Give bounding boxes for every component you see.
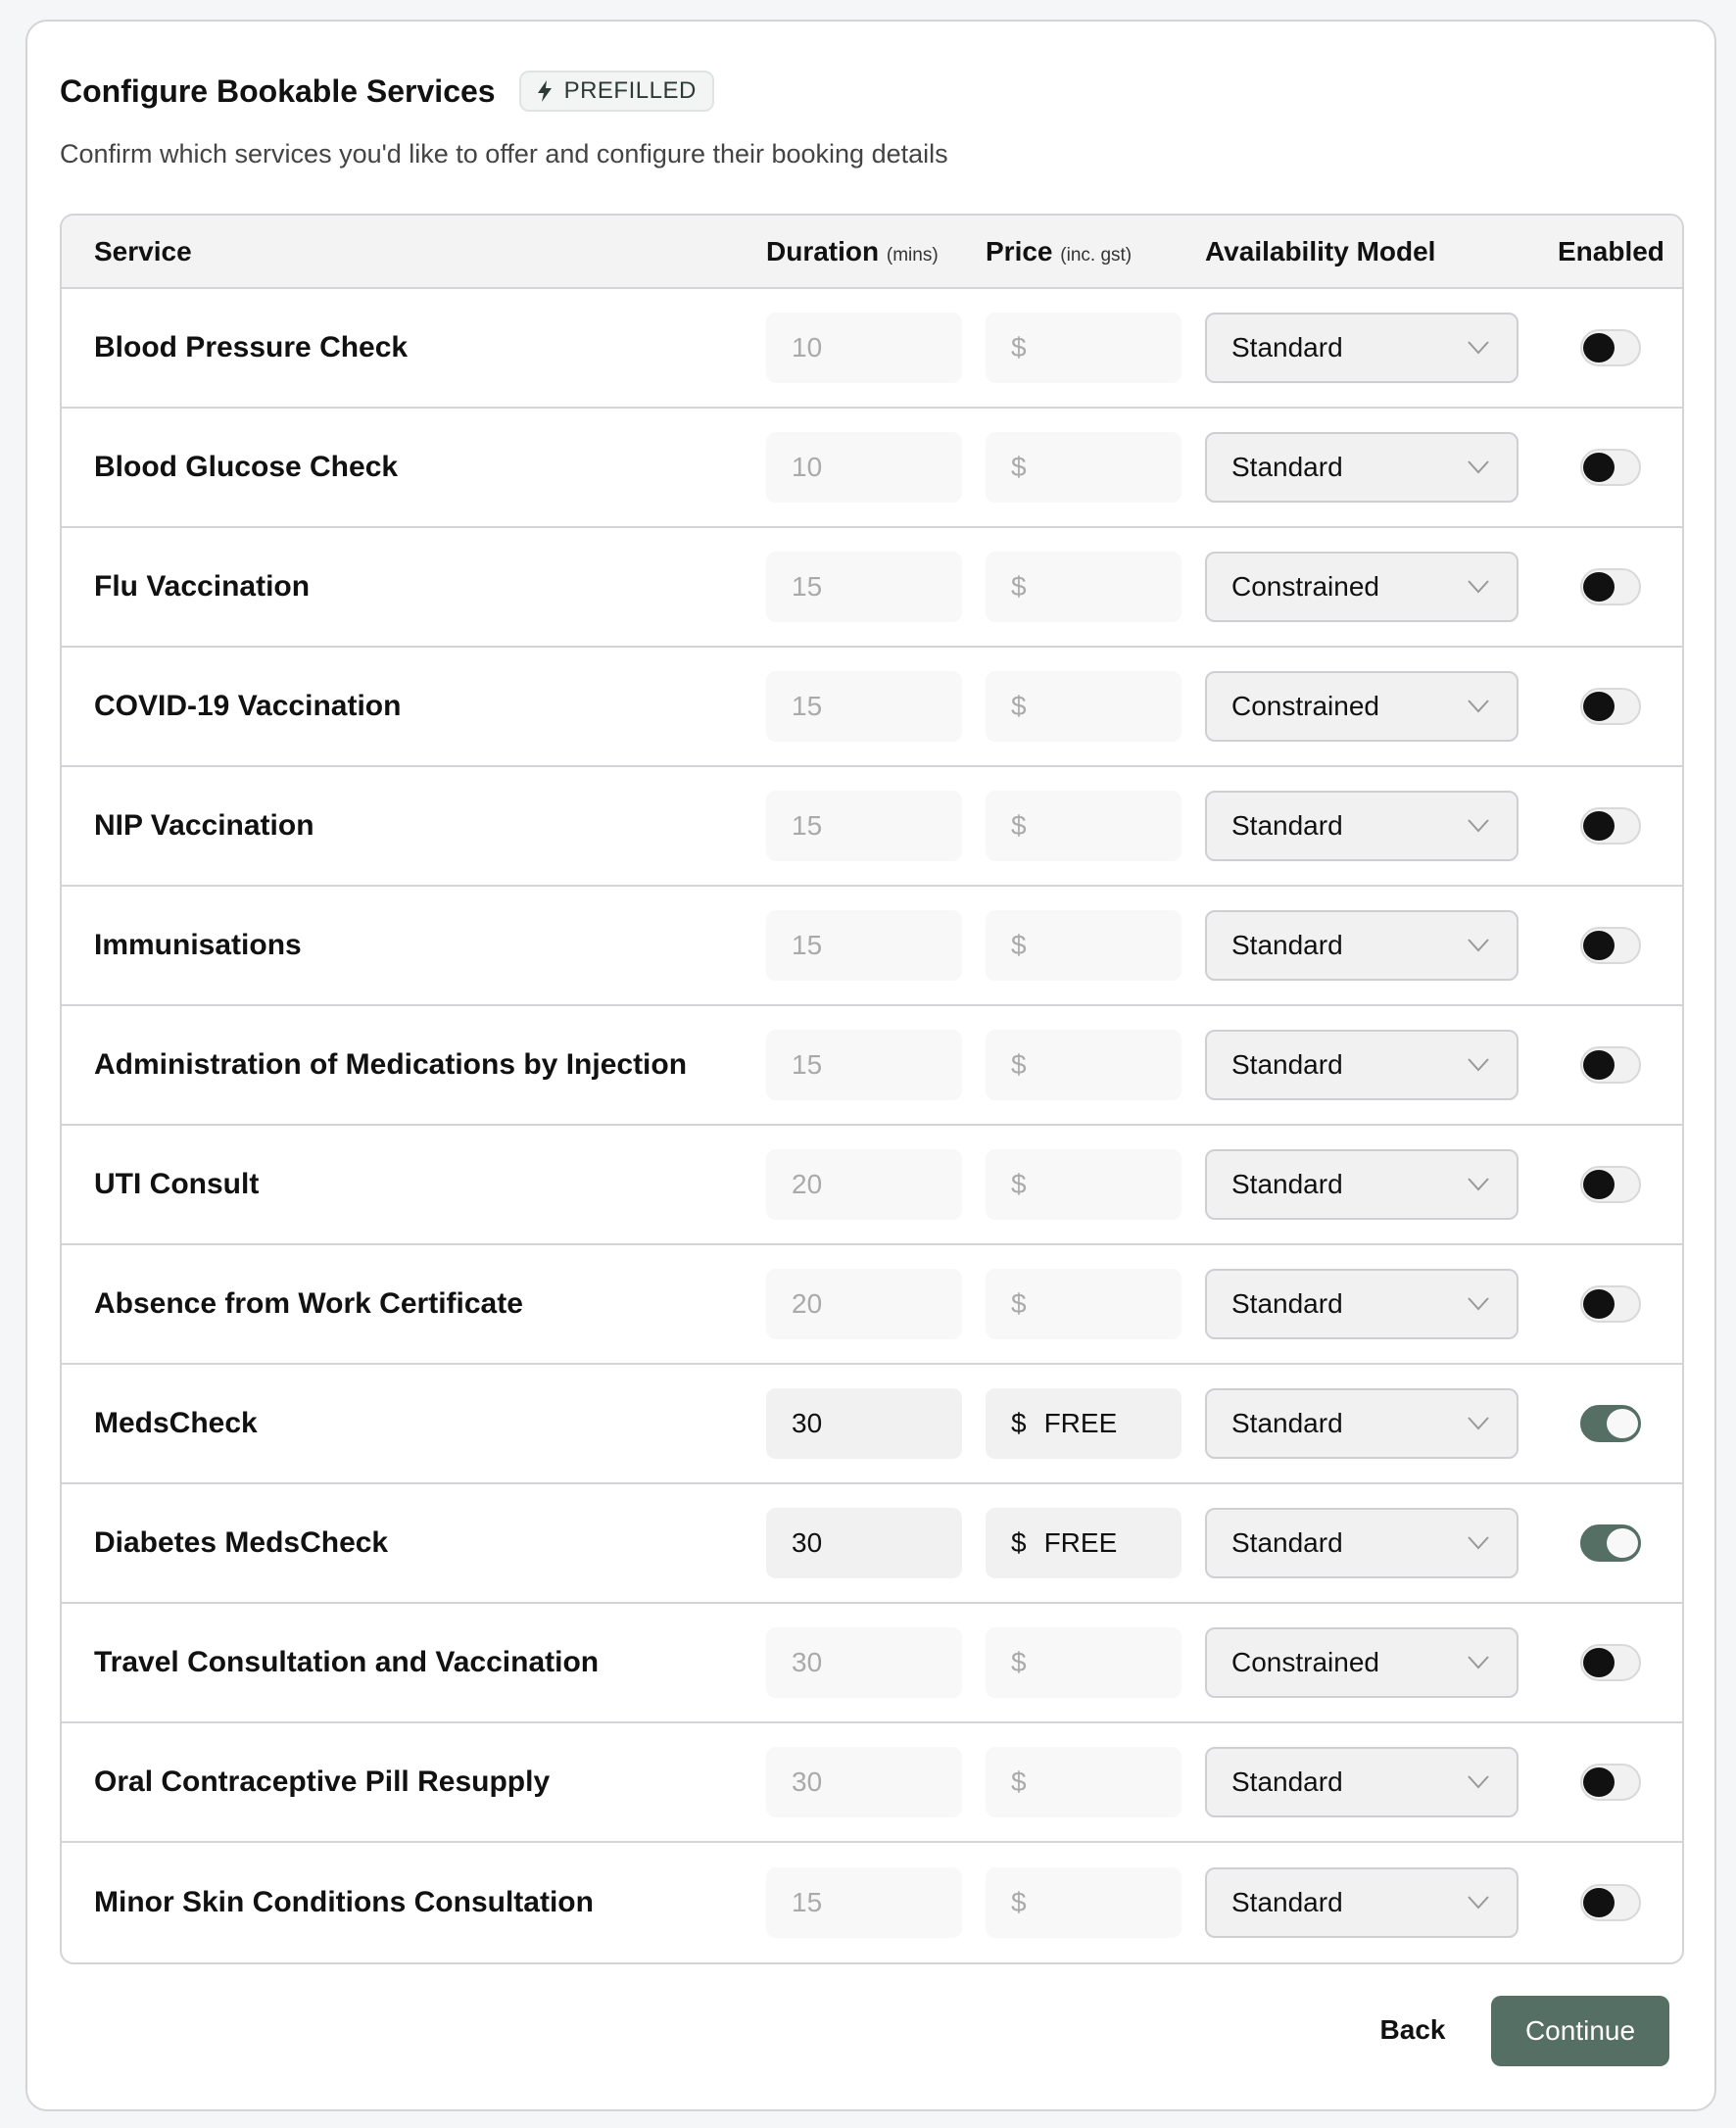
availability-value: Standard bbox=[1231, 1887, 1343, 1917]
duration-input[interactable] bbox=[766, 432, 962, 503]
price-input[interactable] bbox=[986, 1388, 1181, 1459]
availability-value: Standard bbox=[1231, 1766, 1343, 1797]
currency-symbol: $ bbox=[1011, 1049, 1027, 1080]
availability-select[interactable] bbox=[1205, 1747, 1519, 1817]
column-header-availability: Availability Model bbox=[1205, 235, 1436, 266]
prefilled-badge bbox=[519, 71, 714, 112]
page-title: Configure Bookable Services bbox=[60, 73, 496, 109]
chevron-down-icon bbox=[1468, 1536, 1489, 1550]
enabled-toggle[interactable] bbox=[1580, 449, 1641, 486]
currency-symbol: $ bbox=[1011, 452, 1027, 482]
column-header-price bbox=[986, 236, 1132, 267]
table-row bbox=[62, 409, 1682, 528]
duration-input[interactable] bbox=[766, 910, 962, 981]
column-header-service: Service bbox=[94, 235, 192, 266]
duration-input[interactable] bbox=[766, 791, 962, 861]
toggle-knob bbox=[1583, 692, 1615, 721]
enabled-toggle[interactable] bbox=[1580, 688, 1641, 725]
availability-select[interactable] bbox=[1205, 1388, 1519, 1459]
service-name: COVID-19 Vaccination bbox=[94, 690, 402, 722]
toggle-knob bbox=[1583, 453, 1615, 482]
availability-select[interactable] bbox=[1205, 1508, 1519, 1578]
price-input[interactable] bbox=[986, 313, 1181, 383]
enabled-toggle[interactable] bbox=[1580, 1046, 1641, 1084]
service-name: Flu Vaccination bbox=[94, 570, 311, 603]
chevron-down-icon bbox=[1468, 1178, 1489, 1191]
chevron-down-icon bbox=[1468, 700, 1489, 713]
availability-value: Constrained bbox=[1231, 1647, 1379, 1677]
currency-symbol: $ bbox=[1011, 930, 1027, 960]
price-input[interactable] bbox=[986, 791, 1181, 861]
toggle-knob bbox=[1583, 572, 1615, 602]
services-table bbox=[60, 214, 1684, 1964]
service-name: Minor Skin Conditions Consultation bbox=[94, 1886, 594, 1918]
toggle-knob bbox=[1583, 1170, 1615, 1199]
enabled-toggle[interactable] bbox=[1580, 1405, 1641, 1442]
table-row bbox=[62, 1723, 1682, 1843]
availability-value: Standard bbox=[1231, 1049, 1343, 1080]
enabled-toggle[interactable] bbox=[1580, 329, 1641, 366]
duration-input[interactable] bbox=[766, 313, 962, 383]
duration-label: Duration bbox=[766, 235, 880, 266]
currency-symbol: $ bbox=[1011, 1288, 1027, 1319]
duration-input[interactable] bbox=[766, 1030, 962, 1100]
toggle-knob bbox=[1607, 1409, 1638, 1438]
price-input[interactable] bbox=[986, 1867, 1181, 1938]
service-name: Travel Consultation and Vaccination bbox=[94, 1646, 600, 1678]
table-row bbox=[62, 289, 1682, 409]
duration-value: 15 bbox=[792, 1049, 823, 1080]
duration-input[interactable] bbox=[766, 552, 962, 622]
toggle-knob bbox=[1583, 333, 1615, 363]
toggle-knob bbox=[1583, 931, 1615, 960]
table-row bbox=[62, 648, 1682, 767]
duration-input[interactable] bbox=[766, 1627, 962, 1698]
table-row bbox=[62, 1126, 1682, 1245]
toggle-knob bbox=[1583, 811, 1615, 841]
currency-symbol: $ bbox=[1011, 332, 1027, 363]
availability-value: Standard bbox=[1231, 332, 1343, 363]
toggle-knob bbox=[1583, 1888, 1615, 1917]
price-unit: (inc. gst) bbox=[1060, 244, 1133, 266]
table-row bbox=[62, 1604, 1682, 1723]
service-name: Diabetes MedsCheck bbox=[94, 1526, 389, 1559]
duration-input[interactable] bbox=[766, 671, 962, 742]
currency-symbol: $ bbox=[1011, 1169, 1027, 1199]
availability-select[interactable] bbox=[1205, 1269, 1519, 1339]
availability-value: Standard bbox=[1231, 1169, 1343, 1199]
currency-symbol: $ bbox=[1011, 810, 1027, 841]
duration-value: 20 bbox=[792, 1288, 823, 1319]
toggle-knob bbox=[1583, 1767, 1615, 1797]
duration-input[interactable] bbox=[766, 1747, 962, 1817]
duration-value: 15 bbox=[792, 571, 823, 602]
column-header-duration bbox=[766, 236, 939, 267]
chevron-down-icon bbox=[1468, 1297, 1489, 1311]
duration-value: 30 bbox=[792, 1766, 823, 1797]
price-input[interactable] bbox=[986, 1269, 1181, 1339]
chevron-down-icon bbox=[1468, 341, 1489, 355]
column-header-enabled: Enabled bbox=[1558, 235, 1664, 266]
availability-value: Standard bbox=[1231, 1408, 1343, 1438]
price-input[interactable] bbox=[986, 910, 1181, 981]
chevron-down-icon bbox=[1468, 819, 1489, 833]
toggle-knob bbox=[1607, 1528, 1638, 1558]
service-name: Absence from Work Certificate bbox=[94, 1287, 523, 1320]
availability-value: Standard bbox=[1231, 452, 1343, 482]
duration-value: 15 bbox=[792, 1887, 823, 1917]
table-row bbox=[62, 767, 1682, 887]
enabled-toggle[interactable] bbox=[1580, 807, 1641, 845]
enabled-toggle[interactable] bbox=[1580, 1884, 1641, 1921]
enabled-toggle[interactable] bbox=[1580, 1644, 1641, 1681]
duration-input[interactable] bbox=[766, 1388, 962, 1459]
chevron-down-icon bbox=[1468, 1896, 1489, 1910]
price-value: FREE bbox=[1043, 1527, 1118, 1558]
toggle-knob bbox=[1583, 1648, 1615, 1677]
service-name: MedsCheck bbox=[94, 1407, 258, 1439]
lightning-icon bbox=[537, 80, 553, 102]
price-input[interactable] bbox=[986, 1627, 1181, 1698]
duration-value: 10 bbox=[792, 452, 823, 482]
duration-value: 30 bbox=[792, 1647, 823, 1677]
duration-value: 10 bbox=[792, 332, 823, 363]
duration-input[interactable] bbox=[766, 1508, 962, 1578]
table-row bbox=[62, 1245, 1682, 1365]
service-name: Blood Pressure Check bbox=[94, 331, 409, 363]
badge-label: PREFILLED bbox=[563, 77, 697, 104]
table-row bbox=[62, 887, 1682, 1006]
availability-value: Standard bbox=[1231, 1527, 1343, 1558]
service-name: Immunisations bbox=[94, 929, 302, 961]
price-value: FREE bbox=[1043, 1408, 1118, 1438]
availability-select[interactable] bbox=[1205, 910, 1519, 981]
price-input[interactable] bbox=[986, 1747, 1181, 1817]
duration-unit: (mins) bbox=[886, 244, 939, 266]
service-name: Blood Glucose Check bbox=[94, 451, 399, 483]
table-header bbox=[62, 216, 1682, 289]
service-name: Administration of Medications by Injection bbox=[94, 1048, 688, 1081]
availability-select[interactable] bbox=[1205, 1149, 1519, 1220]
currency-symbol: $ bbox=[1011, 1647, 1027, 1677]
toggle-knob bbox=[1583, 1050, 1615, 1080]
price-input[interactable] bbox=[986, 552, 1181, 622]
currency-symbol: $ bbox=[1011, 571, 1027, 602]
duration-input[interactable] bbox=[766, 1269, 962, 1339]
chevron-down-icon bbox=[1468, 580, 1489, 594]
service-name: NIP Vaccination bbox=[94, 809, 314, 842]
price-input[interactable] bbox=[986, 1508, 1181, 1578]
availability-select[interactable] bbox=[1205, 1867, 1519, 1938]
currency-symbol: $ bbox=[1011, 1766, 1027, 1797]
duration-value: 15 bbox=[792, 810, 823, 841]
duration-input[interactable] bbox=[766, 1149, 962, 1220]
service-name: Oral Contraceptive Pill Resupply bbox=[94, 1765, 551, 1798]
table-row bbox=[62, 1843, 1682, 1962]
chevron-down-icon bbox=[1468, 939, 1489, 952]
table-row bbox=[62, 1006, 1682, 1126]
price-input[interactable] bbox=[986, 1149, 1181, 1220]
duration-value: 15 bbox=[792, 930, 823, 960]
price-input[interactable] bbox=[986, 1030, 1181, 1100]
duration-value: 30 bbox=[792, 1527, 823, 1558]
availability-value: Constrained bbox=[1231, 571, 1379, 602]
enabled-toggle[interactable] bbox=[1580, 1285, 1641, 1323]
availability-select[interactable] bbox=[1205, 1030, 1519, 1100]
currency-symbol: $ bbox=[1011, 1887, 1027, 1917]
page-subtitle: Confirm which services you'd like to offer and configure their booking details bbox=[60, 139, 948, 169]
availability-value: Standard bbox=[1231, 810, 1343, 841]
chevron-down-icon bbox=[1468, 1656, 1489, 1669]
price-input[interactable] bbox=[986, 432, 1181, 503]
duration-value: 20 bbox=[792, 1169, 823, 1199]
chevron-down-icon bbox=[1468, 1775, 1489, 1789]
currency-symbol: $ bbox=[1011, 691, 1027, 721]
table-row bbox=[62, 528, 1682, 648]
availability-select[interactable] bbox=[1205, 671, 1519, 742]
duration-value: 15 bbox=[792, 691, 823, 721]
duration-value: 30 bbox=[792, 1408, 823, 1438]
enabled-toggle[interactable] bbox=[1580, 568, 1641, 605]
availability-select[interactable] bbox=[1205, 1627, 1519, 1698]
currency-symbol: $ bbox=[1011, 1527, 1027, 1558]
configure-services-card bbox=[25, 20, 1716, 2111]
availability-select[interactable] bbox=[1205, 313, 1519, 383]
back-button[interactable]: Back bbox=[1379, 2014, 1446, 2045]
price-label: Price bbox=[986, 235, 1053, 266]
availability-value: Standard bbox=[1231, 1288, 1343, 1319]
toggle-knob bbox=[1583, 1289, 1615, 1319]
enabled-toggle[interactable] bbox=[1580, 1764, 1641, 1801]
chevron-down-icon bbox=[1468, 460, 1489, 474]
enabled-toggle[interactable] bbox=[1580, 927, 1641, 964]
service-name: UTI Consult bbox=[94, 1168, 260, 1200]
availability-select[interactable] bbox=[1205, 552, 1519, 622]
table-row bbox=[62, 1365, 1682, 1484]
chevron-down-icon bbox=[1468, 1058, 1489, 1072]
enabled-toggle[interactable] bbox=[1580, 1524, 1641, 1562]
continue-button[interactable]: Continue bbox=[1491, 1996, 1669, 2066]
currency-symbol: $ bbox=[1011, 1408, 1027, 1438]
enabled-toggle[interactable] bbox=[1580, 1166, 1641, 1203]
duration-input[interactable] bbox=[766, 1867, 962, 1938]
price-input[interactable] bbox=[986, 671, 1181, 742]
availability-value: Standard bbox=[1231, 930, 1343, 960]
table-row bbox=[62, 1484, 1682, 1604]
availability-select[interactable] bbox=[1205, 432, 1519, 503]
availability-select[interactable] bbox=[1205, 791, 1519, 861]
chevron-down-icon bbox=[1468, 1417, 1489, 1430]
availability-value: Constrained bbox=[1231, 691, 1379, 721]
